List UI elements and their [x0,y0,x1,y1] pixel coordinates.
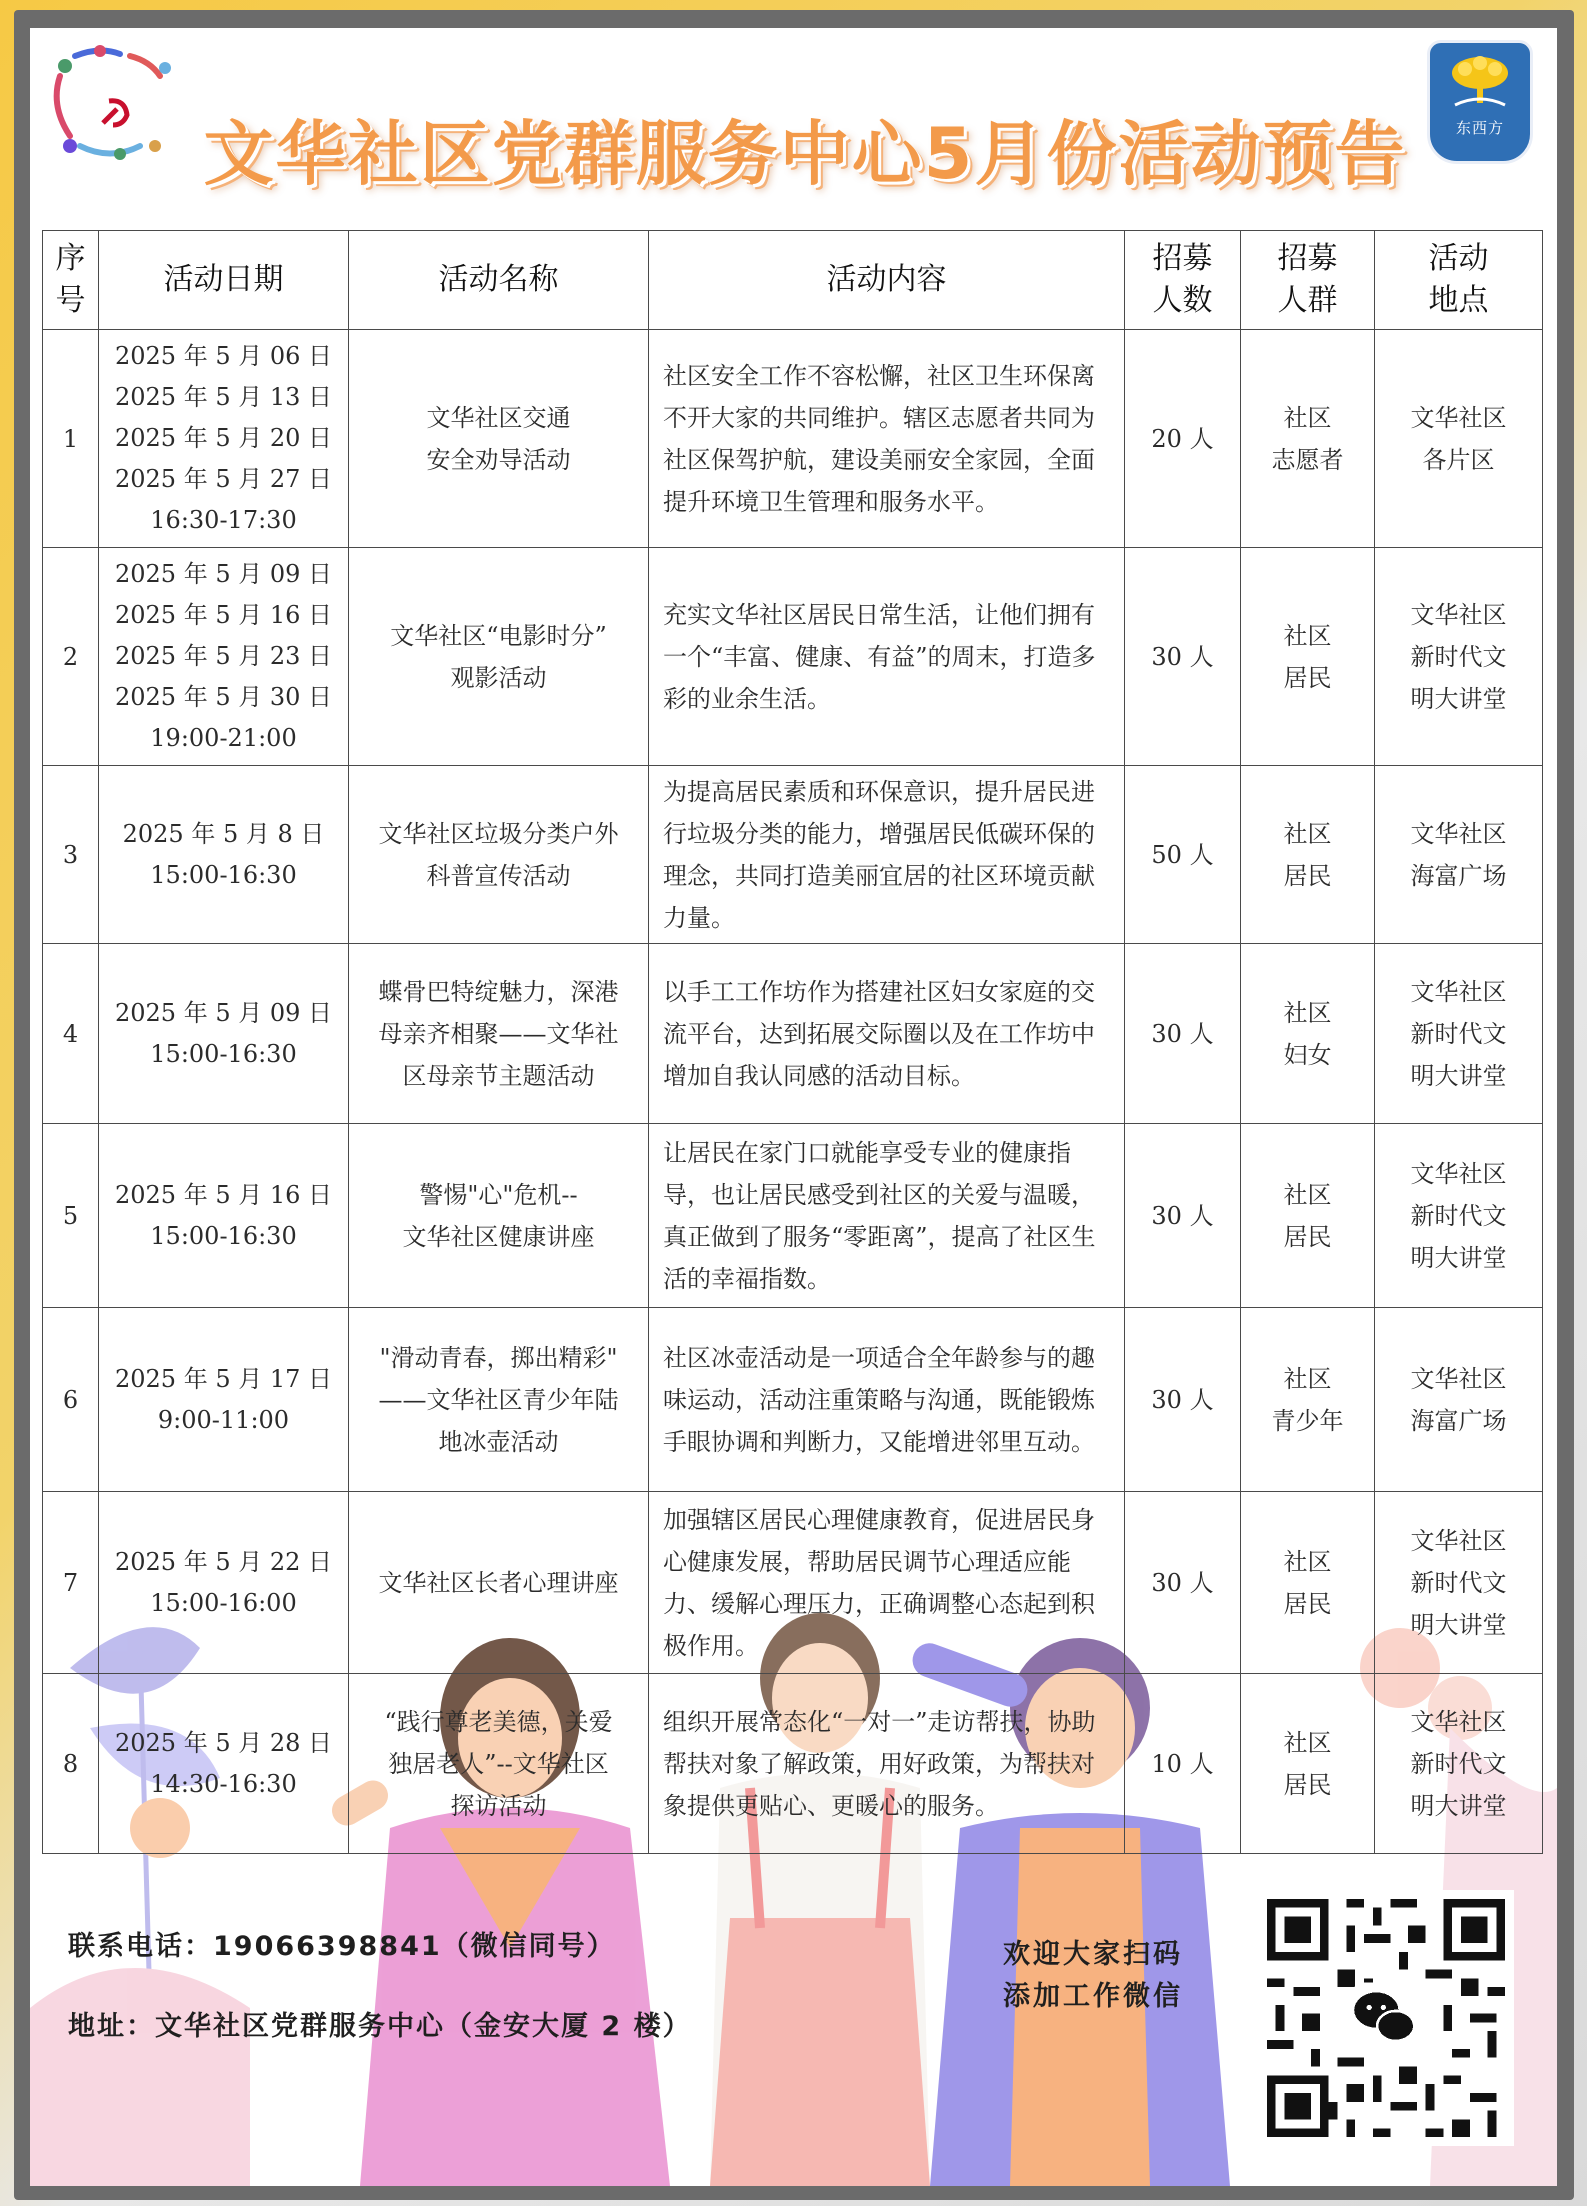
table-row [43,766,1543,944]
row-group: 社区 居民 [1241,548,1375,766]
row-dates: 2025 年 5 月 22 日 15:00-16:00 [99,1492,349,1674]
row-count: 30 人 [1125,1308,1241,1492]
row-index: 3 [43,766,99,944]
row-content: 组织开展常态化“一对一”走访帮扶，协助帮扶对象了解政策，用好政策，为帮扶对象提供更贴心、更暖心的服务。 [649,1674,1125,1854]
row-place: 文华社区 新时代文 明大讲堂 [1375,548,1543,766]
scan-welcome-text: 欢迎大家扫码 添加工作微信 [1003,1939,1183,2012]
row-group: 社区 妇女 [1241,944,1375,1124]
table-row [43,1674,1543,1854]
row-activity-name: 警惕"心"危机-- 文华社区健康讲座 [349,1124,649,1308]
row-content: 加强辖区居民心理健康教育，促进居民身心健康发展，帮助居民调节心理适应能力、缓解心理压力，正确调整心态起到积极作用。 [649,1492,1125,1674]
row-count: 50 人 [1125,766,1241,944]
row-place: 文华社区 新时代文 明大讲堂 [1375,944,1543,1124]
row-count: 30 人 [1125,1124,1241,1308]
row-group: 社区 居民 [1241,1492,1375,1674]
row-activity-name: 文华社区垃圾分类户外 科普宣传活动 [349,766,649,944]
poster-title: 文华社区党群服务中心5月份活动预告 [203,113,1407,195]
row-index: 1 [43,330,99,548]
row-activity-name: 文华社区交通 安全劝导活动 [349,330,649,548]
logo-text: 东西方 [1455,119,1504,137]
contact-address: 地址：文华社区党群服务中心（金安大厦 2 楼） [68,2011,692,2042]
header-content: 活动内容 [649,231,1125,330]
row-index: 8 [43,1674,99,1854]
row-dates: 2025 年 5 月 16 日 15:00-16:30 [99,1124,349,1308]
qr-code-icon[interactable] [1258,1890,1514,2146]
row-dates: 2025 年 5 月 09 日 15:00-16:30 [99,944,349,1124]
table-row [43,944,1543,1124]
header-place: 活动 地点 [1375,231,1543,330]
activities-table [42,230,1543,1854]
row-activity-name: “践行尊老美德，关爱 独居老人”--文华社区 探访活动 [349,1674,649,1854]
row-activity-name: 文华社区“电影时分” 观影活动 [349,548,649,766]
row-count: 30 人 [1125,1492,1241,1674]
row-count: 30 人 [1125,944,1241,1124]
table-header-row [43,231,1543,330]
poster [30,28,1557,2186]
row-content: 社区冰壶活动是一项适合全年龄参与的趣味运动，活动注重策略与沟通，既能锻炼手眼协调和判断力，又能增进邻里互动。 [649,1308,1125,1492]
row-activity-name: 文华社区长者心理讲座 [349,1492,649,1674]
row-content: 以手工工作坊作为搭建社区妇女家庭的交流平台，达到拓展交际圈以及在工作坊中增加自我认同感的活动目标。 [649,944,1125,1124]
row-group: 社区 志愿者 [1241,330,1375,548]
row-dates: 2025 年 5 月 09 日 2025 年 5 月 16 日 2025 年 5 月 23 日 2025 年 5 月 30 日 19:00-21:00 [99,548,349,766]
row-index: 2 [43,548,99,766]
row-group: 社区 居民 [1241,1124,1375,1308]
row-count: 20 人 [1125,330,1241,548]
row-group: 社区 居民 [1241,1674,1375,1854]
row-content: 充实文华社区居民日常生活，让他们拥有一个“丰富、健康、有益”的周末，打造多彩的业余生活。 [649,548,1125,766]
row-index: 6 [43,1308,99,1492]
row-count: 10 人 [1125,1674,1241,1854]
row-place: 文华社区 海富广场 [1375,766,1543,944]
row-dates: 2025 年 5 月 06 日 2025 年 5 月 13 日 2025 年 5 月 20 日 2025 年 5 月 27 日 16:30-17:30 [99,330,349,548]
row-dates: 2025 年 5 月 17 日 9:00-11:00 [99,1308,349,1492]
row-content: 为提高居民素质和环保意识，提升居民进行垃圾分类的能力，增强居民低碳环保的理念，共同打造美丽宜居的社区环境贡献力量。 [649,766,1125,944]
row-group: 社区 青少年 [1241,1308,1375,1492]
row-content: 让居民在家门口就能享受专业的健康指导，也让居民感受到社区的关爱与温暖，真正做到了服务“零距离”，提高了社区生活的幸福指数。 [649,1124,1125,1308]
table-row [43,330,1543,548]
header-group: 招募 人群 [1241,231,1375,330]
table-row [43,548,1543,766]
row-count: 30 人 [1125,548,1241,766]
tree-logo-icon [1445,53,1515,113]
header-index: 序 号 [43,231,99,330]
header-name: 活动名称 [349,231,649,330]
row-activity-name: "滑动青春，掷出精彩" ——文华社区青少年陆 地冰壶活动 [349,1308,649,1492]
row-activity-name: 蝶骨巴特绽魅力，深港 母亲齐相聚——文华社 区母亲节主题活动 [349,944,649,1124]
header-count: 招募 人数 [1125,231,1241,330]
table-row [43,1308,1543,1492]
row-place: 文华社区 海富广场 [1375,1308,1543,1492]
table-row [43,1492,1543,1674]
row-place: 文华社区 新时代文 明大讲堂 [1375,1492,1543,1674]
row-group: 社区 居民 [1241,766,1375,944]
row-content: 社区安全工作不容松懈，社区卫生环保离不开大家的共同维护。辖区志愿者共同为社区保驾护航，建设美丽安全家园，全面提升环境卫生管理和服务水平。 [649,330,1125,548]
header-date: 活动日期 [99,231,349,330]
row-place: 文华社区 新时代文 明大讲堂 [1375,1124,1543,1308]
contact-phone: 联系电话：19066398841（微信同号） [68,1931,616,1962]
row-index: 4 [43,944,99,1124]
row-dates: 2025 年 5 月 28 日 14:30-16:30 [99,1674,349,1854]
row-place: 文华社区 各片区 [1375,330,1543,548]
row-dates: 2025 年 5 月 8 日 15:00-16:30 [99,766,349,944]
row-place: 文华社区 新时代文 明大讲堂 [1375,1674,1543,1854]
table-row [43,1124,1543,1308]
row-index: 7 [43,1492,99,1674]
organization-logo [1427,40,1533,164]
row-index: 5 [43,1124,99,1308]
